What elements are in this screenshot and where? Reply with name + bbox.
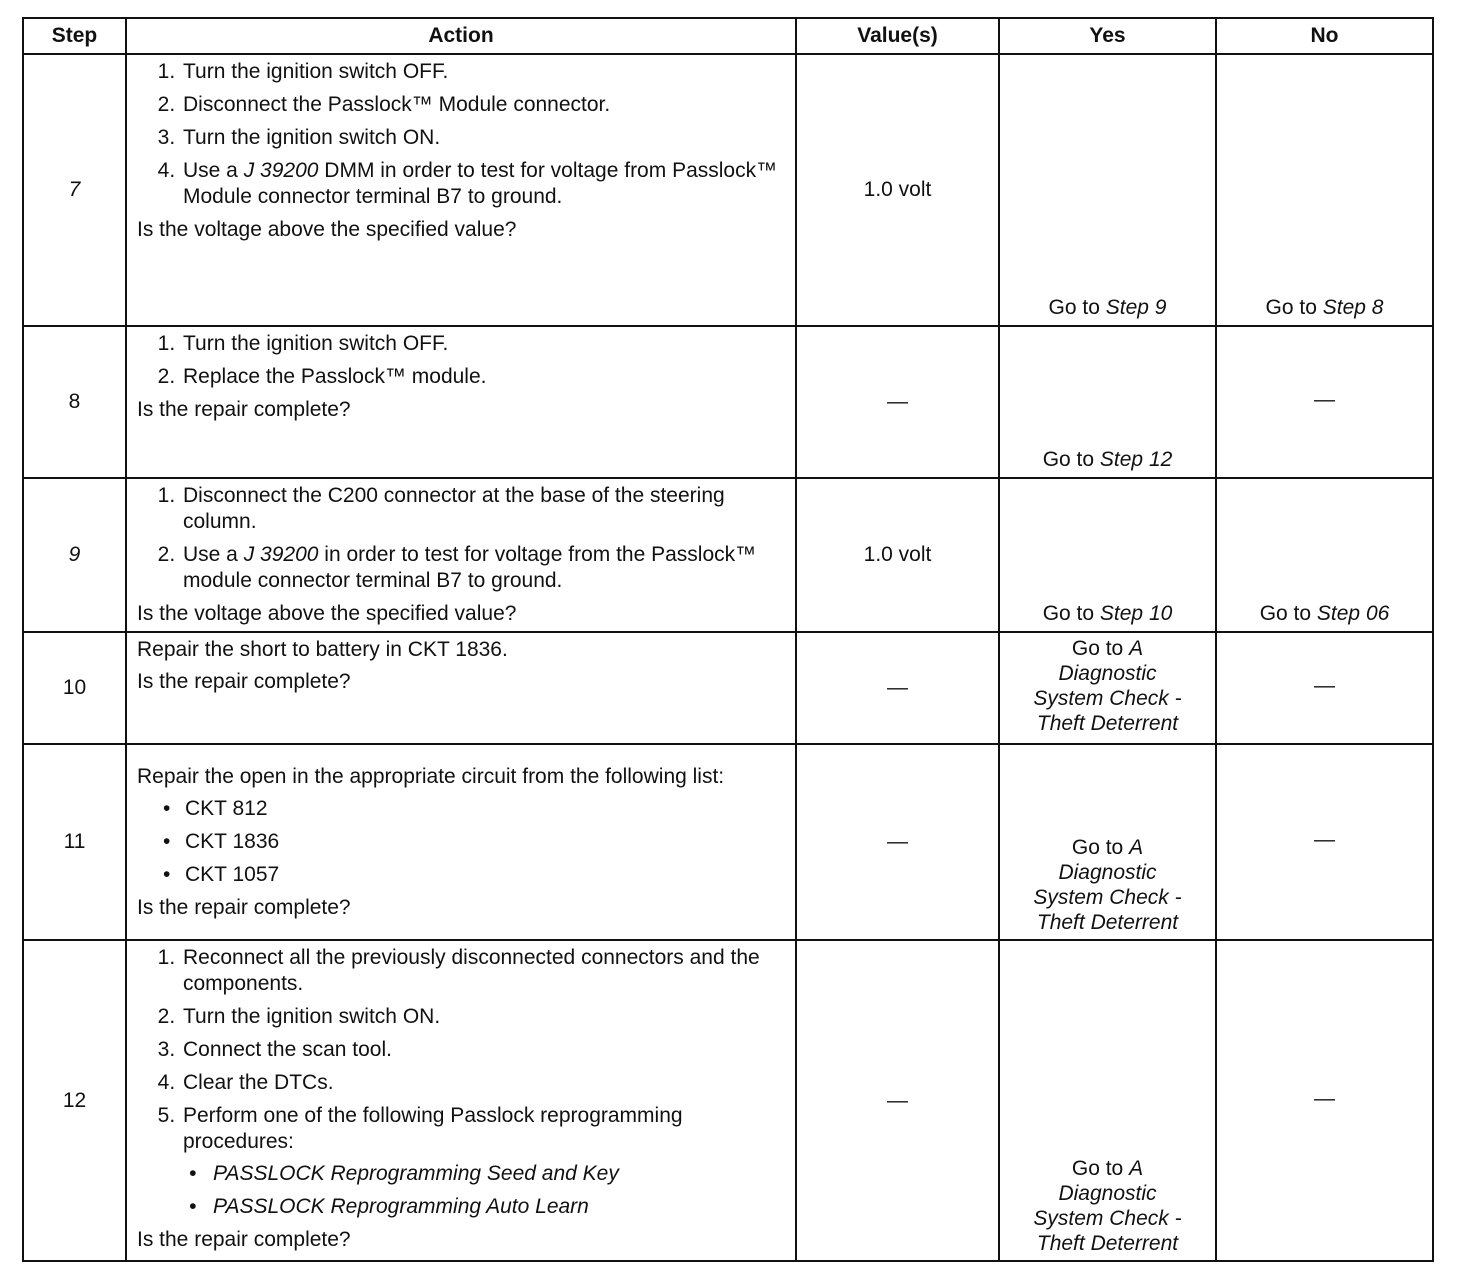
goto-step-link[interactable]: Step 12	[1099, 448, 1173, 471]
action-text: Use a	[183, 159, 238, 182]
procedure-link[interactable]: • PASSLOCK Reprogramming Auto Learn	[211, 1194, 787, 1220]
action-step: 3. Connect the scan tool.	[181, 1037, 787, 1063]
yes-cell[interactable]	[999, 632, 1216, 744]
goto-step-link[interactable]: Step 06	[1316, 602, 1390, 625]
goto-prefix: Go to	[1071, 637, 1124, 660]
action-cell	[126, 54, 796, 326]
no-cell: —	[1216, 744, 1433, 940]
action-step: 4. Clear the DTCs.	[181, 1070, 787, 1096]
action-text: DMM in order to test for voltage from Passlock™ Module connector terminal B7 to ground.	[183, 159, 778, 208]
goto-link-text: Theft Deterrent	[1036, 712, 1179, 735]
value-cell: —	[796, 744, 999, 940]
action-text: Repair the short to battery in CKT 1836.	[137, 638, 508, 661]
action-text: Repair the open in the appropriate circuit from the following list:	[137, 764, 725, 788]
goto-prefix: Go to	[1048, 296, 1100, 319]
circuit-list	[137, 796, 787, 888]
question: Is the voltage above the specified value?	[137, 602, 517, 625]
action-steps	[137, 59, 787, 210]
action-step	[181, 542, 787, 594]
header-yes: Yes	[999, 18, 1216, 54]
action-step: 3. Turn the ignition switch ON.	[181, 125, 787, 151]
action-step: 1. Disconnect the C200 connector at the base of the steering column.	[181, 483, 787, 535]
no-cell: —	[1216, 326, 1433, 478]
action-steps	[137, 945, 787, 1220]
action-step: 2. Turn the ignition switch ON.	[181, 1004, 787, 1030]
question: Is the voltage above the specified value?	[137, 218, 517, 241]
yes-cell[interactable]	[999, 940, 1216, 1261]
action-text: in order to test for voltage from the Passlock™ module connector terminal B7 to ground.	[183, 543, 757, 592]
goto-link-text: System Check -	[1033, 687, 1182, 710]
list-item: • CKT 1057	[185, 862, 787, 888]
action-steps	[137, 483, 787, 594]
header-row	[23, 18, 1433, 54]
goto-prefix: Go to	[1259, 602, 1312, 625]
goto-step-link[interactable]: Step 9	[1105, 296, 1167, 319]
table-row-step-10	[23, 632, 1433, 744]
goto-line	[1000, 1156, 1215, 1181]
list-item: • CKT 1836	[185, 829, 787, 855]
yes-cell	[999, 478, 1216, 632]
step-number: 11	[23, 744, 126, 940]
goto-prefix: Go to	[1042, 602, 1095, 625]
action-cell	[126, 326, 796, 478]
action-text: Perform one of the following Passlock reprogramming procedures:	[183, 1104, 683, 1153]
action-cell	[126, 478, 796, 632]
yes-cell	[999, 326, 1216, 478]
procedure-list	[183, 1161, 787, 1220]
goto-link-text: A	[1129, 637, 1144, 660]
action-text: Use a	[183, 543, 238, 566]
action-steps	[137, 331, 787, 390]
table-row-step-8	[23, 326, 1433, 478]
value-cell: —	[796, 632, 999, 744]
goto-line	[1000, 835, 1215, 860]
list-item: • CKT 812	[185, 796, 787, 822]
step-number: 10	[23, 632, 126, 744]
goto-step-link[interactable]: Step 10	[1099, 602, 1173, 625]
value-cell: 1.0 volt	[796, 478, 999, 632]
goto-link-text: Diagnostic	[1058, 861, 1157, 884]
diagnostic-table	[22, 17, 1434, 1262]
goto-prefix: Go to	[1042, 448, 1095, 471]
step-number: 12	[23, 940, 126, 1261]
action-step: 1. Reconnect all the previously disconnected connectors and the components.	[181, 945, 787, 997]
header-no: No	[1216, 18, 1433, 54]
header-step: Step	[23, 18, 126, 54]
header-values: Value(s)	[796, 18, 999, 54]
action-step: 1. Turn the ignition switch OFF.	[181, 59, 787, 85]
table-row-step-7	[23, 54, 1433, 326]
no-cell	[1216, 478, 1433, 632]
value-cell: 1.0 volt	[796, 54, 999, 326]
question: Is the repair complete?	[137, 1228, 351, 1251]
action-step	[181, 158, 787, 210]
action-step: 1. Turn the ignition switch OFF.	[181, 331, 787, 357]
action-step: 2. Disconnect the Passlock™ Module connector.	[181, 92, 787, 118]
goto-prefix: Go to	[1071, 836, 1124, 859]
tool-reference: J 39200	[243, 543, 319, 566]
step-number: 8	[23, 326, 126, 478]
no-cell	[1216, 54, 1433, 326]
question: Is the repair complete?	[137, 398, 351, 421]
action-step: 2. Replace the Passlock™ module.	[181, 364, 787, 390]
goto-line	[1000, 636, 1215, 661]
action-cell	[126, 632, 796, 744]
goto-link-text: A	[1129, 836, 1144, 859]
table-row-step-11	[23, 744, 1433, 940]
goto-link-text: Theft Deterrent	[1036, 1232, 1179, 1255]
value-cell: —	[796, 940, 999, 1261]
table-row-step-12	[23, 940, 1433, 1261]
goto-prefix: Go to	[1265, 296, 1317, 319]
goto-link-text: System Check -	[1033, 886, 1182, 909]
question: Is the repair complete?	[137, 670, 351, 693]
goto-link-text: A	[1129, 1157, 1144, 1180]
table-row-step-9	[23, 478, 1433, 632]
goto-prefix: Go to	[1071, 1157, 1124, 1180]
goto-link-text: Diagnostic	[1058, 1182, 1157, 1205]
goto-link-text: Theft Deterrent	[1036, 911, 1179, 934]
action-cell	[126, 744, 796, 940]
goto-link-text: Diagnostic	[1058, 662, 1157, 685]
step-number: 9	[23, 478, 126, 632]
question: Is the repair complete?	[137, 895, 351, 919]
no-cell: —	[1216, 632, 1433, 744]
goto-step-link[interactable]: Step 8	[1322, 296, 1384, 319]
step-number: 7	[23, 54, 126, 326]
goto-link-text: System Check -	[1033, 1207, 1182, 1230]
no-cell: —	[1216, 940, 1433, 1261]
header-action: Action	[126, 18, 796, 54]
tool-reference: J 39200	[243, 159, 319, 182]
yes-cell	[999, 54, 1216, 326]
action-cell	[126, 940, 796, 1261]
procedure-link[interactable]: • PASSLOCK Reprogramming Seed and Key	[211, 1161, 787, 1187]
action-step	[181, 1103, 787, 1220]
value-cell: —	[796, 326, 999, 478]
yes-cell[interactable]	[999, 744, 1216, 940]
